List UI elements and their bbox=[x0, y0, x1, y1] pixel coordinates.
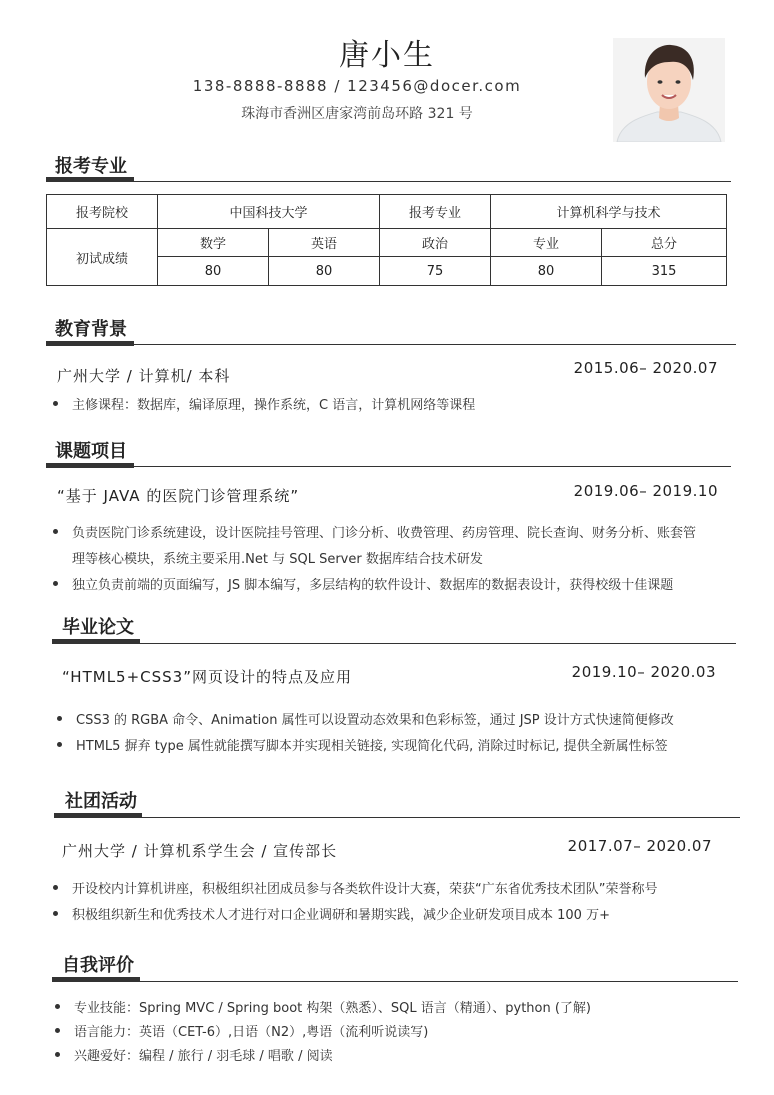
list-item: HTML5 摒弃 type 属性就能撰写脚本并实现相关链接, 实现简化代码, 消除过时标记, 提供全新属性标签 bbox=[57, 734, 668, 760]
bullet-dot bbox=[55, 1052, 60, 1057]
contact-info: 138-8888-8888 / 123456@docer.com bbox=[192, 77, 522, 95]
bullet-dot bbox=[57, 742, 62, 747]
table-cell-score: 80 bbox=[269, 257, 380, 286]
table-cell-score: 315 bbox=[602, 257, 727, 286]
table-cell-subject: 政治 bbox=[380, 229, 491, 257]
bullet-dot bbox=[53, 911, 58, 916]
profile-photo bbox=[613, 38, 725, 142]
section-divider bbox=[142, 817, 740, 818]
candidate-name: 唐小生 bbox=[339, 38, 435, 73]
exam-table bbox=[46, 194, 727, 286]
table-cell-subject: 数学 bbox=[158, 229, 269, 257]
section-title-self: 自我评价 bbox=[62, 955, 134, 976]
list-item: CSS3 的 RGBA 命令、Animation 属性可以设置动态效果和色彩标签，通过 JSP 设计方式快速简便修改 bbox=[57, 708, 674, 734]
section-underline-bar bbox=[46, 463, 134, 468]
list-item: 语言能力：英语（CET-6）,日语（N2）,粤语（流利听说读写) bbox=[55, 1020, 428, 1046]
table-cell-score: 80 bbox=[158, 257, 269, 286]
section-underline-bar bbox=[52, 639, 140, 644]
bullet-dot bbox=[57, 716, 62, 721]
thesis-date: 2019.10– 2020.03 bbox=[571, 663, 716, 681]
section-divider bbox=[134, 181, 731, 182]
list-item: 独立负责前端的页面编写，JS 脚本编写，多层结构的软件设计、数据库的数据表设计，获得校级十佳课题 bbox=[53, 573, 673, 599]
list-item: 开设校内计算机讲座，积极组织社团成员参与各类软件设计大赛，荣获“广东省优秀技术团队”荣誉称号 bbox=[53, 877, 657, 903]
section-divider bbox=[134, 466, 731, 467]
table-cell-school: 中国科技大学 bbox=[158, 195, 380, 229]
bullet-dot bbox=[53, 581, 58, 586]
table-cell-school-label: 报考院校 bbox=[47, 195, 158, 229]
list-item: 兴趣爱好：编程 / 旅行 / 羽毛球 / 唱歌 / 阅读 bbox=[55, 1044, 333, 1070]
table-cell-subject: 英语 bbox=[269, 229, 380, 257]
bullet-dot bbox=[53, 885, 58, 890]
section-title-thesis: 毕业论文 bbox=[62, 617, 134, 638]
section-underline-bar bbox=[54, 813, 142, 818]
table-cell-score: 75 bbox=[380, 257, 491, 286]
section-title-exam: 报考专业 bbox=[55, 156, 127, 177]
table-cell-major-label: 报考专业 bbox=[380, 195, 491, 229]
address: 珠海市香洲区唐家湾前岛环路 321 号 bbox=[241, 106, 473, 122]
bullet-dot bbox=[55, 1028, 60, 1033]
education-entry: 广州大学 / 计算机/ 本科 bbox=[57, 367, 231, 385]
bullet-dot bbox=[53, 401, 58, 406]
table-cell-subject: 专业 bbox=[491, 229, 602, 257]
section-divider bbox=[134, 344, 736, 345]
project-entry: “基于 JAVA 的医院门诊管理系统” bbox=[57, 487, 300, 505]
section-underline-bar bbox=[46, 177, 134, 182]
table-cell-subject: 总分 bbox=[602, 229, 727, 257]
section-title-project: 课题项目 bbox=[55, 441, 127, 462]
list-item: 专业技能：Spring MVC / Spring boot 构架（熟悉）、SQL 语言（精通）、python (了解) bbox=[55, 996, 591, 1022]
list-item: 负责医院门诊系统建设，设计医院挂号管理、门诊分析、收费管理、药房管理、院长查询、财务分析、账套管 理等核心模块，系统主要采用.Net 与 SQL Server 数据库结合技术研发 bbox=[53, 521, 696, 573]
section-title-education: 教育背景 bbox=[55, 319, 127, 340]
table-cell-score: 80 bbox=[491, 257, 602, 286]
bullet-dot bbox=[53, 529, 58, 534]
club-entry: 广州大学 / 计算机系学生会 / 宣传部长 bbox=[62, 842, 338, 860]
list-item: 主修课程：数据库，编译原理，操作系统，C 语言，计算机网络等课程 bbox=[53, 393, 475, 419]
club-date: 2017.07– 2020.07 bbox=[567, 837, 712, 855]
project-date: 2019.06– 2019.10 bbox=[573, 482, 718, 500]
section-divider bbox=[140, 981, 738, 982]
section-divider bbox=[140, 643, 736, 644]
bullet-dot bbox=[55, 1004, 60, 1009]
thesis-entry: “HTML5+CSS3”网页设计的特点及应用 bbox=[62, 668, 352, 686]
list-item: 积极组织新生和优秀技术人才进行对口企业调研和暑期实践，减少企业研发项目成本 100 万+ bbox=[53, 903, 610, 929]
section-underline-bar bbox=[52, 977, 140, 982]
table-cell-score-label: 初试成绩 bbox=[47, 229, 158, 286]
education-date: 2015.06– 2020.07 bbox=[573, 359, 718, 377]
section-title-club: 社团活动 bbox=[65, 791, 137, 812]
section-underline-bar bbox=[46, 341, 134, 346]
table-cell-major: 计算机科学与技术 bbox=[491, 195, 727, 229]
